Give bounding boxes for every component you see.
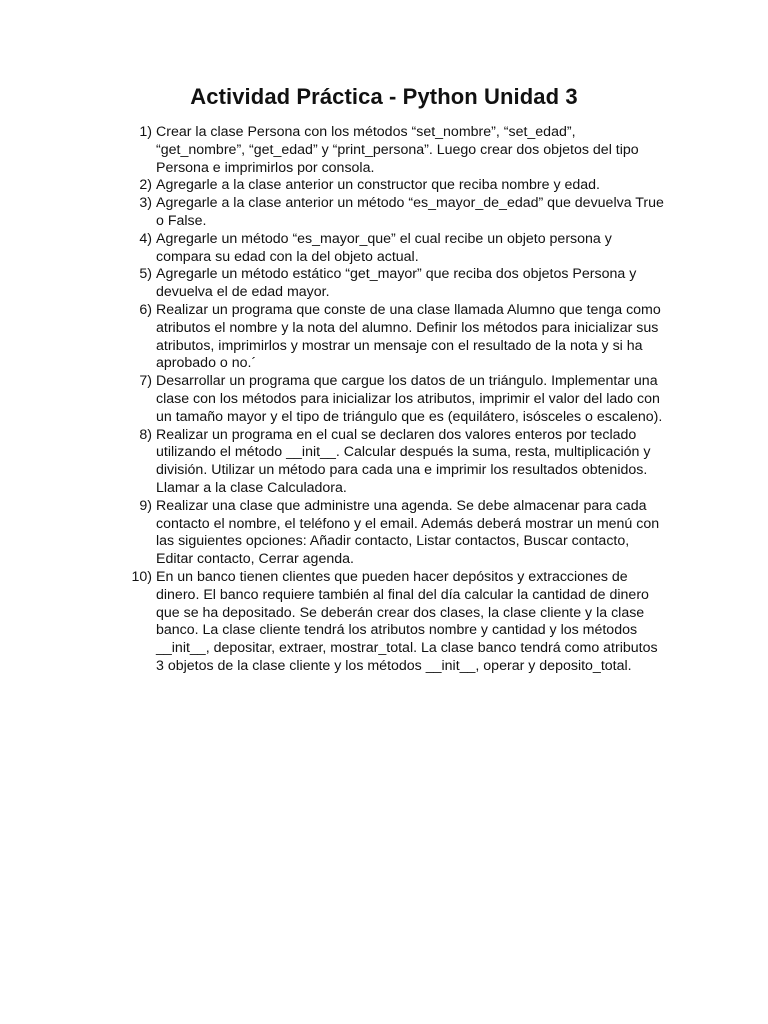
exercise-number: 9) [139,497,152,514]
exercise-text: Desarrollar un programa que cargue los datos de un triángulo. Implementar una clase con los métodos para inicializar los atributos, imprimir el valor del lado con un tamaño mayor y el tipo de triángulo que es (equilátero, isósceles o escaleno). [156,373,663,425]
exercise-item [124,195,664,231]
exercise-item [124,177,664,195]
exercise-text: Crear la clase Persona con los métodos “set_nombre”, “set_edad”, “get_nombre”, “get_edad” y “print_persona”. Luego crear dos objetos del tipo Persona e imprimirlos por consola. [156,124,639,176]
exercise-item [124,266,664,302]
document-title: Actividad Práctica - Python Unidad 3 [190,84,578,109]
exercise-text: Realizar un programa en el cual se declaren dos valores enteros por teclado utilizando el método __init__. Calcular después la suma, resta, multiplicación y división. Utilizar un método para cada una e imprimir los resultados obtenidos. Llamar a la clase Calculadora. [156,426,651,496]
exercise-number: 5) [139,266,152,283]
exercise-text: Agregarle un método estático “get_mayor” que reciba dos objetos Persona y devuelva el de edad mayor. [156,266,637,301]
exercise-item [124,124,664,177]
exercise-number: 2) [139,177,152,194]
exercise-item [124,498,664,569]
exercise-text: En un banco tienen clientes que pueden hacer depósitos y extracciones de dinero. El banco requiere también al final del día calcular la cantidad de dinero que se ha depositado. Se deberán crear dos clases, la clase cliente y la clase banco. La clase cliente tendrá los atributos nombre y cantidad y los métodos __init__, depositar, extraer, mostrar_total. La clase banco tendrá como atributos 3 objetos de la clase cliente y los métodos __init__, operar y deposito_total. [156,568,658,674]
exercise-number: 6) [139,301,152,318]
exercise-number: 3) [139,195,152,212]
exercise-list [124,124,664,676]
exercise-item [124,302,664,373]
exercise-number: 8) [139,426,152,443]
exercise-text: Agregarle a la clase anterior un método “es_mayor_de_edad” que devuelva True o False. [156,195,664,229]
exercise-number: 7) [139,373,152,390]
exercise-text: Agregarle un método “es_mayor_que” el cual recibe un objeto persona y compara su edad con la del objeto actual. [156,230,612,265]
exercise-item [124,373,664,426]
exercise-text: Realizar un programa que conste de una clase llamada Alumno que tenga como atributos el nombre y la nota del alumno. Definir los métodos para inicializar sus atributos, imprimirlos y mostrar un mensaje con el resultado de la nota y si ha aprobado o no.´ [156,301,661,372]
exercise-number: 4) [139,230,152,247]
exercise-item [124,427,664,498]
exercise-text: Agregarle a la clase anterior un constructor que reciba nombre y edad. [156,177,601,194]
exercise-item [124,569,664,676]
exercise-item [124,231,664,267]
exercise-number: 10) [131,568,152,585]
exercise-text: Realizar una clase que administre una agenda. Se debe almacenar para cada contacto el nombre, el teléfono y el email. Además deberá mostrar un menú con las siguientes opciones: Añadir contacto, Listar contactos, Buscar contacto, Editar contacto, Cerrar agenda. [156,497,660,568]
exercise-number: 1) [139,124,152,140]
